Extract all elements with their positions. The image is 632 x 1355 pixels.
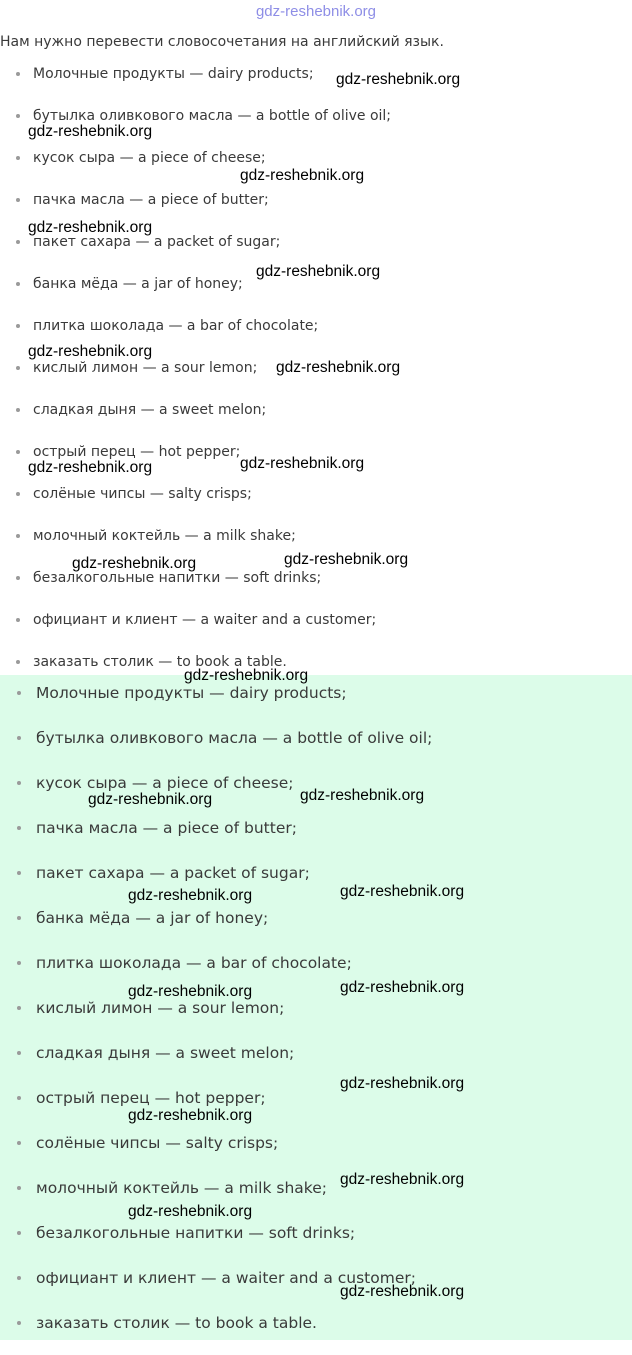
list-item: молочный коктейль — a milk shake; xyxy=(0,525,391,567)
highlighted-translation-list xyxy=(0,680,432,1355)
watermark: gdz-reshebnik.org xyxy=(28,459,153,476)
list-item: заказать столик — to book a table. xyxy=(0,651,391,693)
list-item: сладкая дыня — a sweet melon; xyxy=(0,399,391,441)
watermark: gdz-reshebnik.org xyxy=(28,123,153,140)
watermark: gdz-reshebnik.org xyxy=(340,883,465,900)
watermark: gdz-reshebnik.org xyxy=(28,343,153,360)
list-item: сладкая дыня — a sweet melon; xyxy=(0,1040,432,1085)
watermark: gdz-reshebnik.org xyxy=(276,359,401,376)
watermark: gdz-reshebnik.org xyxy=(88,791,213,808)
watermark: gdz-reshebnik.org xyxy=(240,455,365,472)
list-item: острый перец — hot pepper; xyxy=(0,1085,432,1130)
list-item: Молочные продукты — dairy products; xyxy=(0,680,432,725)
watermark: gdz-reshebnik.org xyxy=(340,1283,465,1300)
watermark: gdz-reshebnik.org xyxy=(128,1107,253,1124)
list-item: кусок сыра — a piece of cheese; xyxy=(0,770,432,815)
watermark: gdz-reshebnik.org xyxy=(240,167,365,184)
watermark: gdz-reshebnik.org xyxy=(256,263,381,280)
list-item: официант и клиент — a waiter and a customer; xyxy=(0,1265,432,1310)
watermark: gdz-reshebnik.org xyxy=(340,1075,465,1092)
list-item: заказать столик — to book a table. xyxy=(0,1310,432,1355)
list-item: банка мёда — a jar of honey; xyxy=(0,273,391,315)
watermark: gdz-reshebnik.org xyxy=(340,979,465,996)
list-item: солёные чипсы — salty crisps; xyxy=(0,483,391,525)
translation-list xyxy=(0,63,391,693)
watermark: gdz-reshebnik.org xyxy=(28,219,153,236)
watermark: gdz-reshebnik.org xyxy=(128,1203,253,1220)
list-item: плитка шоколада — a bar of chocolate; xyxy=(0,950,432,995)
list-item: официант и клиент — a waiter and a customer; xyxy=(0,609,391,651)
watermark: gdz-reshebnik.org xyxy=(72,555,197,572)
list-item: Молочные продукты — dairy products; xyxy=(0,63,391,105)
list-item: пакет сахара — a packet of sugar; xyxy=(0,231,391,273)
list-item: солёные чипсы — salty crisps; xyxy=(0,1130,432,1175)
site-header-link[interactable]: gdz-reshebnik.org xyxy=(255,3,377,20)
list-item: острый перец — hot pepper; xyxy=(0,441,391,483)
watermark: gdz-reshebnik.org xyxy=(184,667,309,684)
watermark: gdz-reshebnik.org xyxy=(340,1171,465,1188)
list-item: кусок сыра — a piece of cheese; xyxy=(0,147,391,189)
list-item: безалкогольные напитки — soft drinks; xyxy=(0,567,391,609)
watermark: gdz-reshebnik.org xyxy=(336,71,461,88)
list-item: кислый лимон — a sour lemon; xyxy=(0,357,391,399)
list-item: банка мёда — a jar of honey; xyxy=(0,905,432,950)
intro-text: Нам нужно перевести словосочетания на английский язык. xyxy=(0,34,444,50)
watermark: gdz-reshebnik.org xyxy=(284,551,409,568)
list-item: бутылка оливкового масла — a bottle of olive oil; xyxy=(0,725,432,770)
watermark: gdz-reshebnik.org xyxy=(128,983,253,1000)
list-item: пачка масла — a piece of butter; xyxy=(0,815,432,860)
list-item: кислый лимон — a sour lemon; xyxy=(0,995,432,1040)
watermark: gdz-reshebnik.org xyxy=(300,787,425,804)
list-item: молочный коктейль — a milk shake; xyxy=(0,1175,432,1220)
list-item: пакет сахара — a packet of sugar; xyxy=(0,860,432,905)
list-item: бутылка оливкового масла — a bottle of olive oil; xyxy=(0,105,391,147)
list-item: пачка масла — a piece of butter; xyxy=(0,189,391,231)
list-item: безалкогольные напитки — soft drinks; xyxy=(0,1220,432,1265)
list-item: плитка шоколада — a bar of chocolate; xyxy=(0,315,391,357)
watermark: gdz-reshebnik.org xyxy=(128,887,253,904)
